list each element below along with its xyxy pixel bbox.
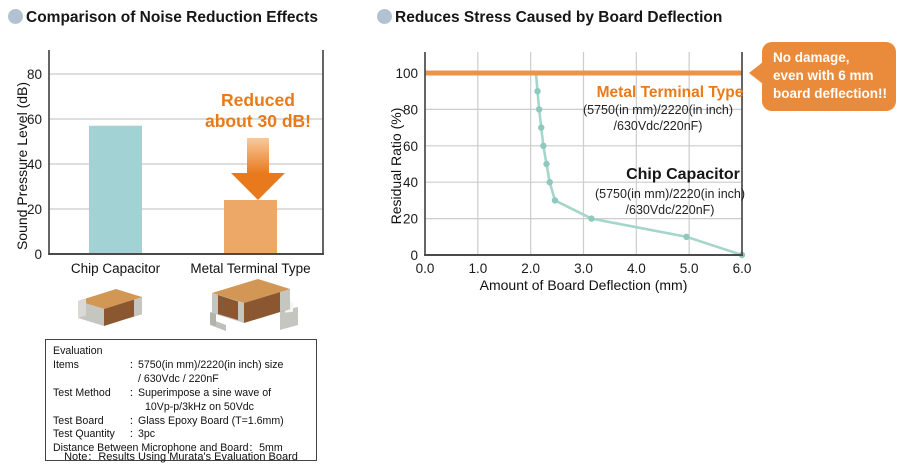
chip-desc-line2: /630Vdc/220nF) <box>625 202 715 217</box>
deflection-chart-y-axis-label: Residual Ratio (%) <box>388 107 404 225</box>
noise-bar-chart-svg <box>0 40 350 285</box>
reduction-arrow-icon <box>247 138 269 174</box>
svg-text:4.0: 4.0 <box>626 261 646 276</box>
reduction-annotation <box>160 90 356 132</box>
metal-terminal-series-desc <box>538 103 778 134</box>
reduction-arrow-head-icon <box>231 173 285 200</box>
svg-text:0: 0 <box>34 247 42 262</box>
eval-row-method <box>53 387 309 401</box>
eval-value: 5750(in mm)/2220(in inch) size <box>138 358 284 371</box>
svg-text:5.0: 5.0 <box>679 261 699 276</box>
reduction-annotation-line1: Reduced <box>221 90 295 110</box>
eval-row-items <box>53 345 309 373</box>
chip-desc-line1: (5750(in mm)/2220(in inch) <box>594 187 746 201</box>
bullet-icon <box>377 9 392 24</box>
svg-text:80: 80 <box>402 102 418 118</box>
metal-desc-line2: /630Vdc/220nF) <box>613 118 703 133</box>
metal-terminal-image <box>196 269 308 339</box>
svg-text:3.0: 3.0 <box>574 261 593 276</box>
eval-row-quantity <box>53 428 309 442</box>
eval-colon: ： <box>129 386 140 399</box>
svg-text:6.0: 6.0 <box>732 261 752 276</box>
svg-text:0.0: 0.0 <box>415 261 435 276</box>
eval-label: Test Method <box>53 386 111 399</box>
metal-desc-line1: (5750(in mm)/2220(in inch) <box>582 103 734 117</box>
left-section-title <box>8 9 318 27</box>
svg-text:2.0: 2.0 <box>521 261 541 276</box>
svg-text:60: 60 <box>26 112 42 127</box>
right-section-title <box>377 9 722 27</box>
deflection-chart-x-axis-label: Amount of Board Deflection (mm) <box>479 277 688 293</box>
evaluation-box <box>45 339 317 461</box>
no-damage-callout <box>762 42 896 111</box>
note-text: Note：Results Using Murata's Evaluation Board <box>64 451 298 463</box>
right-title-text: Reduces Stress Caused by Board Deflection <box>395 9 723 26</box>
svg-text:20: 20 <box>26 202 42 217</box>
svg-text:40: 40 <box>26 157 42 172</box>
callout-line3: board deflection!! <box>773 86 887 101</box>
eval-row-items-cont: / 630Vdc / 220nF <box>138 372 219 385</box>
eval-label: Evaluation Items <box>53 345 103 371</box>
bullet-icon <box>8 9 23 24</box>
noise-bar-chart <box>0 40 350 285</box>
svg-text:Chip Capacitor: Chip Capacitor <box>70 261 161 276</box>
eval-value: Superimpose a sine wave of <box>138 386 272 399</box>
svg-text:Metal Terminal Type: Metal Terminal Type <box>190 261 311 276</box>
chip-capacitor-series-desc <box>550 187 790 218</box>
eval-colon: ： <box>129 414 140 427</box>
svg-text:100: 100 <box>395 66 418 81</box>
deflection-line-chart <box>378 40 773 305</box>
svg-text:0: 0 <box>410 248 418 263</box>
left-title-text: Comparison of Noise Reduction Effects <box>26 9 318 26</box>
eval-label: Test Board <box>53 414 104 427</box>
svg-text:80: 80 <box>26 67 42 82</box>
callout-tail-icon <box>749 62 763 84</box>
eval-colon: ： <box>129 428 140 441</box>
chip-capacitor-series-label: Chip Capacitor <box>626 166 740 183</box>
chip-capacitor-image <box>70 281 152 333</box>
eval-row-board <box>53 415 309 429</box>
callout-line1: No damage, <box>773 50 850 65</box>
svg-text:20: 20 <box>402 211 418 227</box>
callout-line2: even with 6 mm <box>773 68 874 83</box>
metal-terminal-series-label: Metal Terminal Type <box>596 84 744 101</box>
svg-text:1.0: 1.0 <box>468 261 488 276</box>
eval-label: Test Quantity <box>53 428 115 441</box>
svg-text:40: 40 <box>402 175 418 191</box>
svg-text:60: 60 <box>402 138 418 154</box>
eval-row-distance: Distance Between Microphone and Board：5mm <box>53 442 283 455</box>
eval-colon: ： <box>129 358 140 371</box>
eval-row-method-cont: 10Vp-p/3kHz on 50Vdc <box>145 400 254 413</box>
noise-chart-y-axis-label: Sound Pressure Level (dB) <box>14 81 30 251</box>
eval-value: Glass Epoxy Board (T=1.6mm) <box>138 414 284 427</box>
reduction-annotation-line2: about 30 dB! <box>205 111 311 131</box>
eval-value: 3pc <box>138 428 156 441</box>
